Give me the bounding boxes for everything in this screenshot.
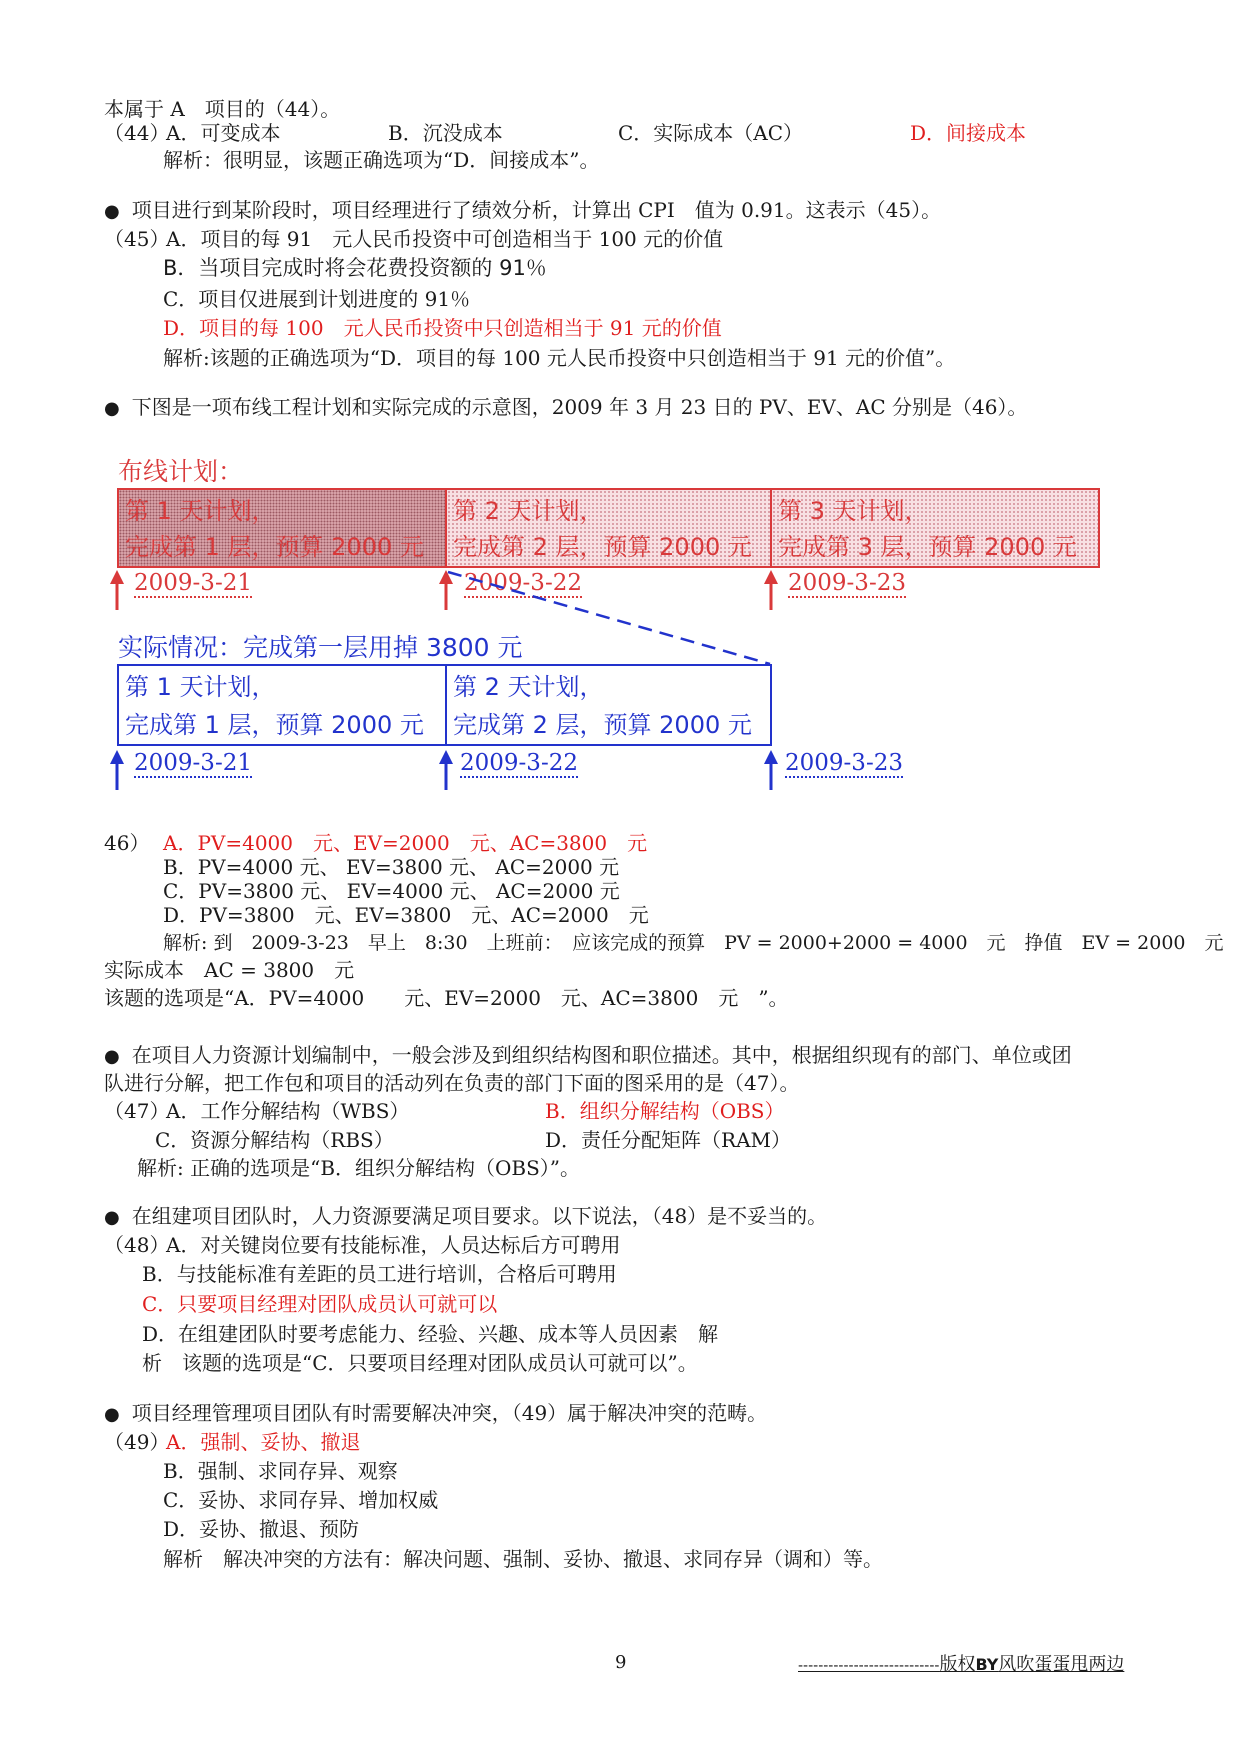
- q44-option-b: B．沉没成本: [388, 121, 503, 145]
- plan-date-1: 2009-3-21: [134, 570, 252, 596]
- q47-option-a: A．工作分解结构（WBS）: [166, 1099, 410, 1123]
- q47-stem-line1: ● 在项目人力资源计划编制中，一般会涉及到组织结构图和职位描述。其中，根据组织现有的部门、单位或团: [104, 1043, 1072, 1067]
- plan-arrow-icons: [110, 570, 778, 610]
- q49-option-a-answer: A．强制、妥协、撤退: [166, 1430, 361, 1454]
- q44-analysis: 解析：很明显，该题正确选项为“D．间接成本”。: [163, 148, 600, 172]
- q49-option-c: C．妥协、求同存异、增加权威: [163, 1488, 439, 1512]
- q47-option-d: D．责任分配矩阵（RAM）: [545, 1128, 792, 1152]
- q46-stem: ● 下图是一项布线工程计划和实际完成的示意图，2009 年 3 月 23 日的 PV、EV、AC 分别是（46）。: [104, 395, 1028, 419]
- q48-option-a: A．对关键岗位要有技能标准，人员达标后方可聘用: [166, 1233, 621, 1257]
- q49-option-b: B．强制、求同存异、观察: [163, 1459, 398, 1483]
- q49-stem: ● 项目经理管理项目团队有时需要解决冲突，（49）属于解决冲突的范畴。: [104, 1401, 768, 1425]
- q45-option-number: （45）: [104, 227, 170, 251]
- q45-option-d-answer: D．项目的每 100 元人民币投资中只创造相当于 91 元的价值: [163, 316, 722, 340]
- shift-dashed-line: [448, 572, 770, 664]
- bullet-icon: ●: [104, 1046, 120, 1067]
- plan-date-2: 2009-3-22: [464, 570, 582, 596]
- q46-option-c: C．PV=3800 元、 EV=4000 元、 AC=2000 元: [163, 879, 620, 903]
- q46-analysis-line1: 解析: 到 2009-3-23 早上 8:30 上班前： 应该完成的预算 PV = 2000+2000 = 4000 元 挣值 EV = 2000 元: [163, 932, 1224, 954]
- q49-option-d: D．妥协、撤退、预防: [163, 1517, 360, 1541]
- bullet-icon: ●: [104, 1207, 120, 1228]
- q44-stem-tail: 本属于 A 项目的（44）。: [104, 97, 341, 121]
- copyright-footer: ----------------------------版权BY风吹蛋蛋甩两边: [798, 1654, 1125, 1675]
- q48-stem: ● 在组建项目团队时，人力资源要满足项目要求。以下说法，（48）是不妥当的。: [104, 1204, 828, 1228]
- q46-analysis-line2: 实际成本 AC = 3800 元: [104, 958, 355, 982]
- q47-option-c: C．资源分解结构（RBS）: [155, 1128, 394, 1152]
- q46-option-number: 46）: [104, 831, 150, 855]
- bullet-icon: ●: [104, 398, 120, 419]
- q45-option-c: C．项目仅进展到计划进度的 91％: [163, 287, 471, 311]
- bullet-icon: ●: [104, 1404, 120, 1425]
- actual-box-day1: 第 1 天计划， 完成第 1 层，预算 2000 元: [117, 664, 447, 746]
- q44-option-a: A．可变成本: [166, 121, 281, 145]
- q47-analysis: 解析: 正确的选项是“B．组织分解结构（OBS）”。: [137, 1156, 581, 1180]
- actual-date-2: 2009-3-22: [460, 750, 578, 776]
- plan-title: 布线计划：: [118, 457, 244, 486]
- bullet-icon: ●: [104, 201, 120, 222]
- plan-box-day3: 第 3 天计划， 完成第 3 层，预算 2000 元: [770, 488, 1100, 568]
- q44-option-d-answer: D．间接成本: [910, 121, 1027, 145]
- q46-analysis-line3: 该题的选项是“A．PV=4000 元、EV=2000 元、AC=3800 元 ”。: [104, 986, 789, 1010]
- plan-box-day1: 第 1 天计划， 完成第 1 层，预算 2000 元: [117, 488, 447, 568]
- q45-analysis: 解析:该题的正确选项为“D．项目的每 100 元人民币投资中只创造相当于 91 元的价值”。: [163, 346, 956, 370]
- q48-option-d: D．在组建团队时要考虑能力、经验、兴趣、成本等人员因素 解: [142, 1322, 719, 1346]
- page-number: 9: [615, 1652, 627, 1673]
- diagram-arrows: [0, 0, 1242, 820]
- q45-option-b: B．当项目完成时将会花费投资额的 91％: [163, 256, 547, 280]
- q46-option-a-answer: A．PV=4000 元、EV=2000 元、AC=3800 元: [163, 831, 648, 855]
- q47-option-number: （47）: [104, 1099, 170, 1123]
- q45-stem: ● 项目进行到某阶段时，项目经理进行了绩效分析，计算出 CPI 值为 0.91。这表示（45）。: [104, 198, 942, 222]
- q45-option-a: A．项目的每 91 元人民币投资中可创造相当于 100 元的价值: [166, 227, 724, 251]
- actual-box-day2: 第 2 天计划， 完成第 2 层，预算 2000 元: [445, 664, 772, 746]
- actual-arrow-icons: [110, 750, 778, 790]
- plan-date-3: 2009-3-23: [788, 570, 906, 596]
- plan-box-day2: 第 2 天计划， 完成第 2 层，预算 2000 元: [445, 488, 772, 568]
- actual-title: 实际情况：完成第一层用掉 3800 元: [118, 633, 523, 662]
- q49-option-number: （49）: [104, 1430, 170, 1454]
- q48-analysis: 析 该题的选项是“C．只要项目经理对团队成员认可就可以”。: [142, 1351, 698, 1375]
- q47-option-b-answer: B．组织分解结构（OBS）: [545, 1099, 785, 1123]
- q46-option-b: B．PV=4000 元、 EV=3800 元、 AC=2000 元: [163, 855, 620, 879]
- q48-option-number: （48）: [104, 1233, 170, 1257]
- q49-analysis: 解析 解决冲突的方法有：解决问题、强制、妥协、撤退、求同存异（调和）等。: [163, 1547, 883, 1571]
- q44-option-number: （44）: [104, 121, 170, 145]
- q48-option-b: B．与技能标准有差距的员工进行培训，合格后可聘用: [142, 1262, 617, 1286]
- actual-date-3: 2009-3-23: [785, 750, 903, 776]
- q46-option-d: D．PV=3800 元、EV=3800 元、AC=2000 元: [163, 903, 649, 927]
- q48-option-c-answer: C．只要项目经理对团队成员认可就可以: [142, 1292, 498, 1316]
- actual-date-1: 2009-3-21: [134, 750, 252, 776]
- q44-option-c: C．实际成本（AC）: [618, 121, 804, 145]
- q47-stem-line2: 队进行分解，把工作包和项目的活动列在负责的部门下面的图采用的是（47）。: [104, 1071, 800, 1095]
